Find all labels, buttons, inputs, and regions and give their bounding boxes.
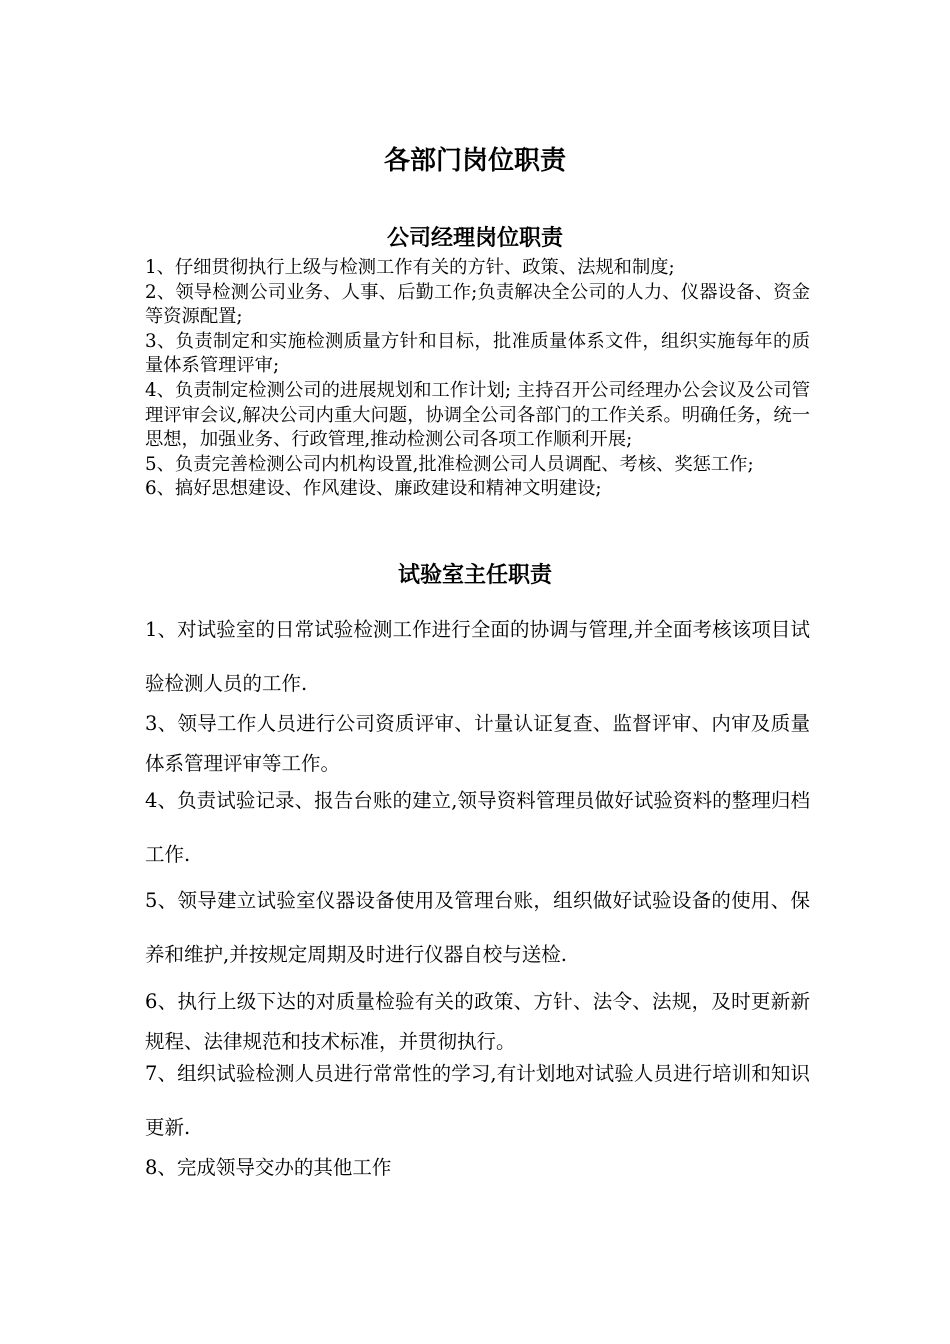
list-item: 5、领导建立试验室仪器设备使用及管理台账，组织做好试验设备的使用、保养和维护,并按规定周期及时进行仪器自校与送检. (145, 889, 810, 966)
list-item: 4、负责试验记录、报告台账的建立,领导资料管理员做好试验资料的整理归档工作. (145, 789, 810, 866)
page-title: 各部门岗位职责 (383, 146, 566, 176)
section-title-company-manager: 公司经理岗位职责 (386, 226, 563, 251)
list-item: 8、完成领导交办的其他工作 (145, 1156, 392, 1179)
list-item: 6、执行上级下达的对质量检验有关的政策、方针、法令、法规，及时更新新规程、法律规范和技术标准，并贯彻执行。 (145, 990, 810, 1053)
list-item: 3、负责制定和实施检测质量方针和目标，批准质量体系文件，组织实施每年的质量体系管理评审; (145, 330, 810, 377)
list-item: 1、对试验室的日常试验检测工作进行全面的协调与管理,并全面考核该项目试验检测人员的工作. (145, 618, 810, 695)
list-item: 2、领导检测公司业务、人事、后勤工作;负责解决全公司的人力、仪器设备、资金等资源配置; (145, 281, 810, 328)
list-item: 5、负责完善检测公司内机构设置,批准检测公司人员调配、考核、奖惩工作; (145, 453, 754, 475)
list-item: 7、组织试验检测人员进行常常性的学习,有计划地对试验人员进行培训和知识更新. (145, 1062, 810, 1139)
list-item: 6、搞好思想建设、作风建设、廉政建设和精神文明建设; (145, 478, 602, 500)
section-title-lab-director: 试验室主任职责 (397, 563, 552, 588)
list-item: 4、负责制定检测公司的进展规划和工作计划; 主持召开公司经理办公会议及公司管理评审会议,解决公司内重大问题，协调全公司各部门的工作关系。明确任务，统一思想，加强业务、行政管理,推动检测公司各项工作顺利开展; (145, 379, 810, 451)
company-manager-duties-list (145, 256, 810, 502)
list-item: 1、仔细贯彻执行上级与检测工作有关的方针、政策、法规和制度; (145, 257, 675, 278)
list-item: 3、领导工作人员进行公司资质评审、计量认证复查、监督评审、内审及质量体系管理评审等工作。 (145, 712, 810, 775)
